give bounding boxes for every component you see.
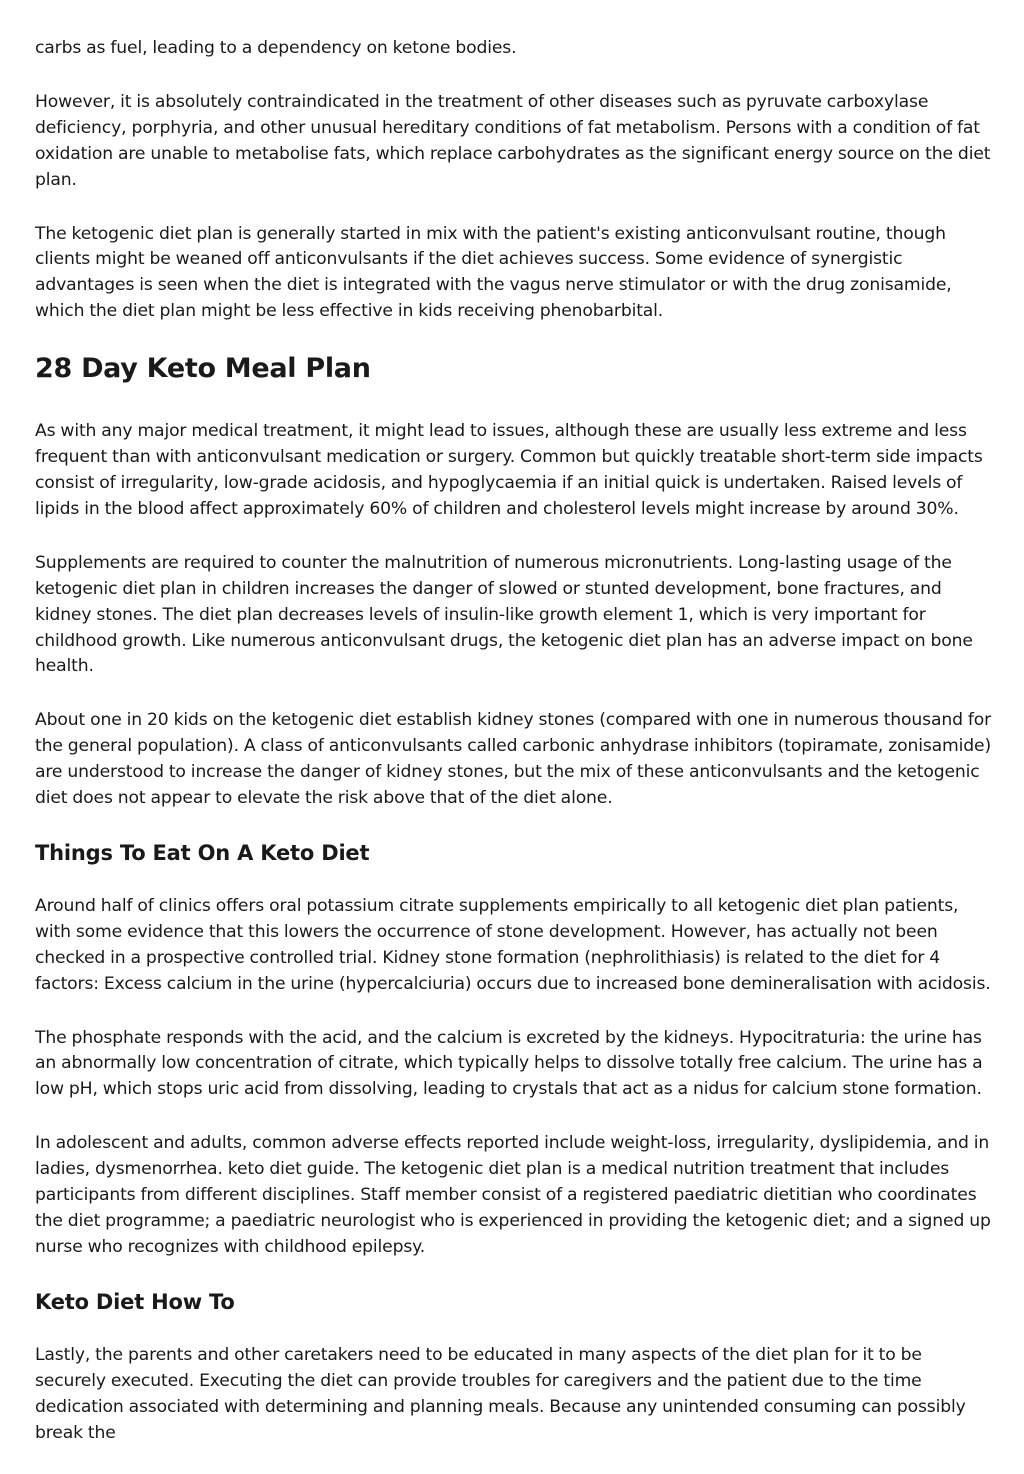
paragraph: The phosphate responds with the acid, and the calcium is excreted by the kidneys. Hypocitraturia: the urine has an abnormally low concentration of citrate, which typically helps to dissolve totally free calcium. The urine has a low pH, which stops uric acid from dissolving, leading to crystals that act as a nidus for calcium stone formation. (35, 1027, 983, 1100)
paragraph: About one in 20 kids on the ketogenic diet establish kidney stones (compared with one in numerous thousand for the general population). A class of anticonvulsants called carbonic anhydrase inhibitors (topiramate, zonisamide) are understood to increase the danger of kidney stones, but the mix of these anticonvulsants and the ketogenic diet does not appear to elevate the risk above that of the diet alone. (35, 710, 992, 809)
paragraph: The ketogenic diet plan is generally started in mix with the patient's existing anticonvulsant routine, though clients might be weaned off anticonvulsants if the diet achieves success. Some evidence of synergistic advantages is seen when the diet is integrated with the vagus nerve stimulator or with the drug zonisamide, which the diet plan might be less effective in kids receiving phenobarbital. (35, 223, 952, 322)
paragraph: However, it is absolutely contraindicated in the treatment of other diseases such as pyruvate carboxylase deficiency, porphyria, and other unusual hereditary conditions of fat metabolism. Persons with a condition of fat oxidation are unable to metabolise fats, which replace carbohydrates as the significant energy source on the diet plan. (35, 91, 991, 190)
section-heading: 28 Day Keto Meal Plan (35, 353, 371, 385)
paragraph: carbs as fuel, leading to a dependency on ketone bodies. (35, 38, 517, 58)
paragraph: Supplements are required to counter the malnutrition of numerous micronutrients. Long-lasting usage of the ketogenic diet plan in children increases the danger of slowed or stunted development, bone fractures, and kidney stones. The diet plan decreases levels of insulin-like growth element 1, which is very important for childhood growth. Like numerous anticonvulsant drugs, the ketogenic diet plan has an adverse impact on bone health. (35, 552, 973, 677)
document-page (35, 36, 993, 1474)
paragraph: Around half of clinics offers oral potassium citrate supplements empirically to all ketogenic diet plan patients, with some evidence that this lowers the occurrence of stone development. However, has actually not been checked in a prospective controlled trial. Kidney stone formation (nephrolithiasis) is related to the diet for 4 factors: Excess calcium in the urine (hypercalciuria) occurs due to increased bone demineralisation with acidosis. (35, 895, 991, 994)
paragraph: In adolescent and adults, common adverse effects reported include weight-loss, irregularity, dyslipidemia, and in ladies, dysmenorrhea. keto diet guide. The ketogenic diet plan is a medical nutrition treatment that includes participants from different disciplines. Staff member consist of a registered paediatric dietitian who coordinates the diet programme; a paediatric neurologist who is experienced in providing the ketogenic diet; and a signed up nurse who recognizes with childhood epilepsy. (35, 1133, 991, 1257)
paragraph: Lastly, the parents and other caretakers need to be educated in many aspects of the diet plan for it to be securely executed. Executing the diet can provide troubles for caregivers and the patient due to the time dedication associated with determining and planning meals. Because any unintended consuming can possibly break the (35, 1344, 966, 1443)
subsection-heading: Keto Diet How To (35, 1289, 235, 1314)
subsection-heading: Things To Eat On A Keto Diet (35, 840, 370, 865)
paragraph: As with any major medical treatment, it might lead to issues, although these are usually less extreme and less frequent than with anticonvulsant medication or surgery. Common but quickly treatable short-term side impacts consist of irregularity, low-grade acidosis, and hypoglycaemia if an initial quick is undertaken. Raised levels of lipids in the blood affect approximately 60% of children and cholesterol levels might increase by around 30%. (35, 421, 983, 519)
